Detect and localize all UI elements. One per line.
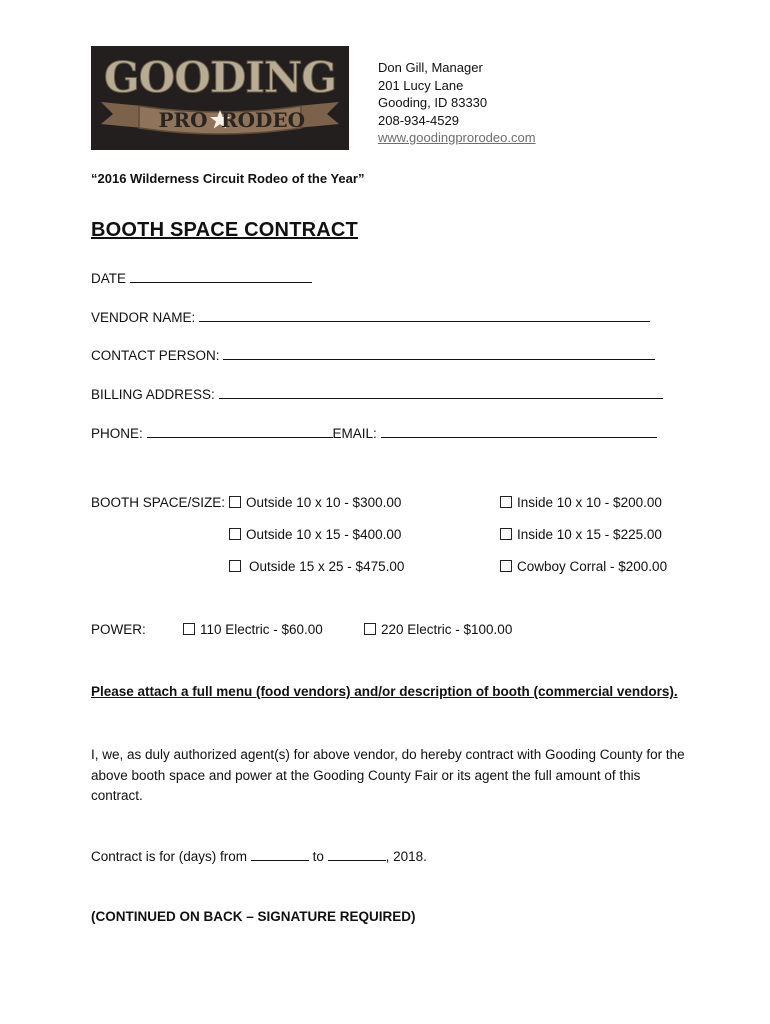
booth-option-outside-10x10[interactable]: Outside 10 x 10 - $300.00: [229, 495, 401, 510]
date-input-line[interactable]: [130, 270, 312, 283]
booth-option-cowboy-corral[interactable]: Cowboy Corral - $200.00: [500, 559, 667, 574]
continued-on-back-note: (CONTINUED ON BACK – SIGNATURE REQUIRED): [91, 909, 416, 924]
power-option-220[interactable]: 220 Electric - $100.00: [364, 622, 512, 637]
contract-days-middle: to: [312, 849, 324, 864]
vendor-name-field: [91, 309, 650, 325]
checkbox[interactable]: [229, 560, 241, 572]
billing-address-input-line[interactable]: [219, 386, 663, 399]
email-input-line[interactable]: [381, 425, 657, 438]
to-date-input-line[interactable]: [328, 848, 386, 861]
booth-space-label: BOOTH SPACE/SIZE:: [91, 495, 226, 510]
booth-option-inside-10x10[interactable]: Inside 10 x 10 - $200.00: [500, 495, 662, 510]
street-address: 201 Lucy Lane: [378, 77, 464, 93]
agreement-paragraph: I, we, as duly authorized agent(s) for above vendor, do hereby contract with Gooding County for the above booth space and power at the Gooding County Fair or its agent the full amount of this contract.: [91, 747, 685, 803]
contact-person-label: CONTACT PERSON:: [91, 348, 220, 363]
contract-days-line: [91, 848, 427, 864]
page-title: BOOTH SPACE CONTRACT: [91, 219, 358, 241]
vendor-name-input-line[interactable]: [199, 309, 650, 322]
checkbox[interactable]: [183, 623, 195, 635]
from-date-input-line[interactable]: [251, 848, 309, 861]
booth-option-inside-10x15[interactable]: Inside 10 x 15 - $225.00: [500, 527, 662, 542]
website-link[interactable]: www.goodingprorodeo.com: [378, 130, 536, 145]
contact-block: [378, 59, 536, 147]
checkbox[interactable]: [364, 623, 376, 635]
checkbox[interactable]: [500, 496, 512, 508]
manager-name: Don Gill, Manager: [378, 60, 483, 75]
contract-days-suffix: , 2018.: [385, 849, 427, 864]
checkbox[interactable]: [229, 528, 241, 540]
date-field: [91, 270, 312, 286]
checkbox[interactable]: [229, 496, 241, 508]
booth-option-outside-10x15[interactable]: Outside 10 x 15 - $400.00: [229, 527, 401, 542]
phone-input-line[interactable]: [147, 425, 333, 438]
tagline: “2016 Wilderness Circuit Rodeo of the Year”: [91, 171, 365, 186]
logo-graphic: [91, 46, 349, 150]
checkbox[interactable]: [500, 528, 512, 540]
contact-person-field: [91, 347, 655, 363]
phone-email-field: [91, 425, 657, 441]
date-label: DATE: [91, 271, 127, 286]
logo-word-gooding: GOODING: [103, 53, 337, 102]
phone-number: 208-934-4529: [378, 112, 459, 128]
city-state-zip: Gooding, ID 83330: [378, 95, 488, 110]
gooding-pro-rodeo-logo: [91, 46, 349, 150]
checkbox[interactable]: [500, 560, 512, 572]
email-label: EMAIL:: [332, 426, 377, 441]
contract-days-prefix: Contract is for (days) from: [91, 849, 248, 864]
billing-address-field: [91, 386, 663, 402]
vendor-name-label: VENDOR NAME:: [91, 310, 196, 325]
logo-word-pro: PRO: [158, 108, 208, 132]
power-label: POWER:: [91, 622, 146, 637]
attachment-note: Please attach a full menu (food vendors) and/or description of booth (commercial vendors).: [91, 684, 678, 699]
billing-address-label: BILLING ADDRESS:: [91, 387, 215, 402]
logo-word-rodeo: RODEO: [220, 108, 306, 132]
phone-label: PHONE:: [91, 426, 143, 441]
power-option-110[interactable]: 110 Electric - $60.00: [183, 622, 323, 637]
booth-option-outside-15x25[interactable]: Outside 15 x 25 - $475.00: [229, 559, 404, 574]
contact-person-input-line[interactable]: [223, 347, 655, 360]
